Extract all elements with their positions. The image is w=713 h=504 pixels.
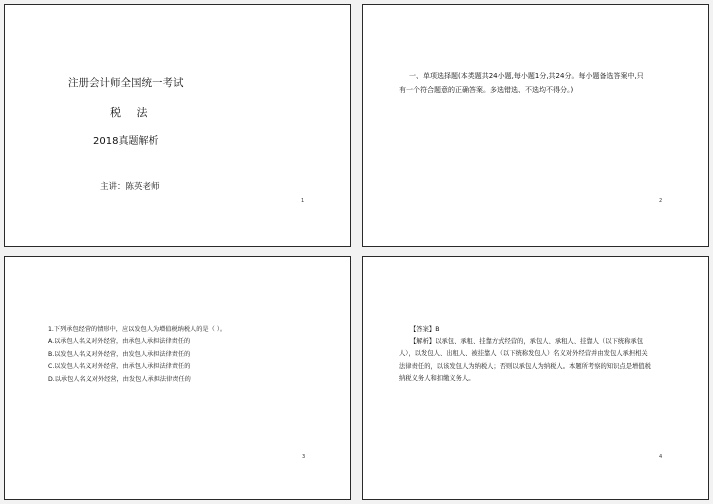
question-block — [48, 324, 318, 386]
page-number: 4 — [659, 454, 663, 460]
page-number: 1 — [301, 198, 305, 204]
exam-title: 注册会计师全国统一考试 — [68, 77, 184, 89]
explanation-text: 【解析】以承包、承租、挂靠方式经营的，承包人、承租人、挂靠人（以下统称承包人），以发包人、出租人、被挂靠人（以下统称发包人）名义对外经营并由发包人承担相关法律责任的，以该发包人为纳税人；否则以承包人为纳税人。本题所考察的知识点是增值税纳税义务人和扣缴义务人。 — [399, 338, 651, 382]
slide-4 — [362, 256, 709, 500]
lecturer-label: 主讲：陈英老师 — [100, 182, 160, 192]
page-number: 2 — [659, 198, 663, 204]
slide-2 — [362, 4, 709, 247]
slide-3 — [4, 256, 351, 500]
question-text: 1.下列承包经营的情形中，应以发包人为增值税纳税人的是（ ）。 — [48, 326, 227, 333]
slide-1 — [4, 4, 351, 247]
option-b: B.以发包人名义对外经营，由发包人承担法律责任的 — [48, 350, 191, 358]
option-a: A.以承包人名义对外经营，由承包人承担法律责任的 — [48, 338, 191, 346]
option-d: D.以承包人名义对外经营，由发包人承担法律责任的 — [48, 375, 191, 383]
subject-title: 税 法 — [110, 106, 154, 119]
year-title: 2018真题解析 — [93, 136, 159, 147]
page-number: 3 — [302, 454, 306, 460]
option-c: C.以发包人名义对外经营，由承包人承担法律责任的 — [48, 363, 191, 371]
answer-block — [399, 324, 653, 385]
answer-text: 【答案】B — [410, 326, 440, 333]
section-instructions: 一、单项选择题(本类题共24小题,每小题1分,共24分。每小题备选答案中,只有一个符合题意的正确答案。多选错选、不选均不得分。) — [399, 72, 644, 94]
